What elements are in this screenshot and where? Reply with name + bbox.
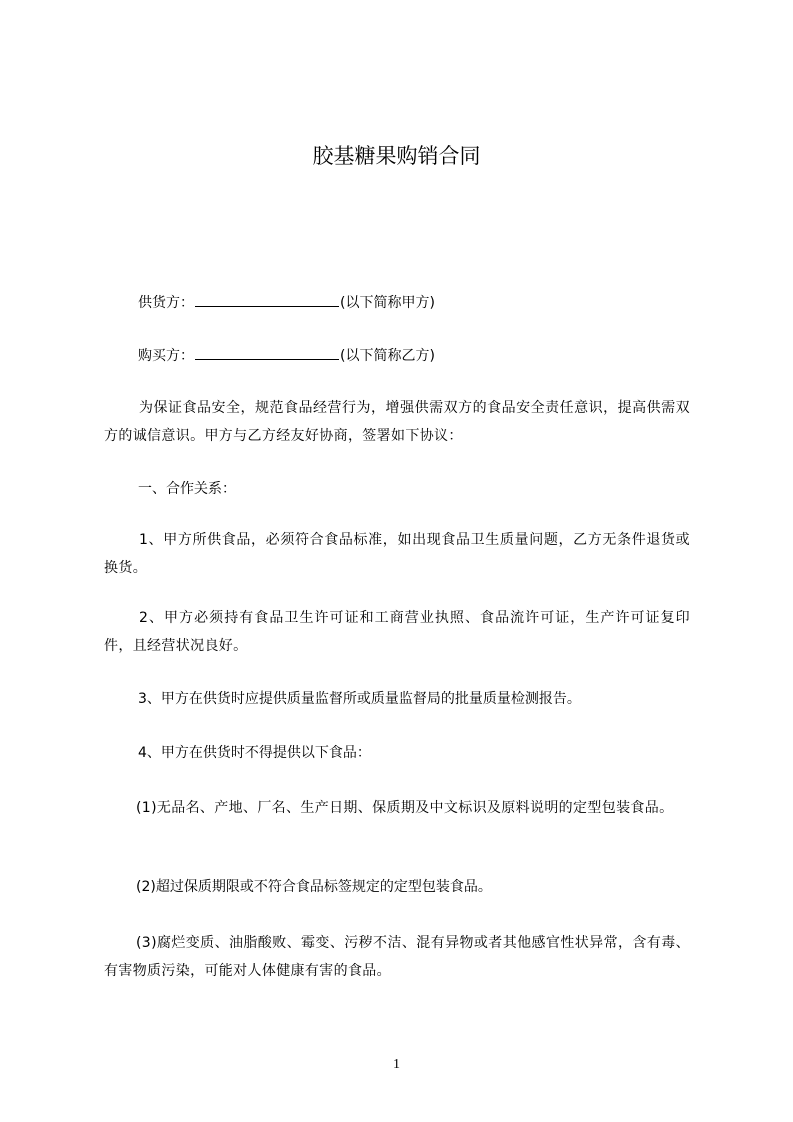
document-title: 胶基糖果购销合同 <box>312 144 481 168</box>
clause-1: 1、甲方所供食品，必须符合食品标准，如出现食品卫生质量问题，乙方无条件退货或换货。 <box>104 532 690 576</box>
supplier-blank <box>195 292 339 307</box>
supplier-label: 供货方： <box>138 295 194 311</box>
supplier-line <box>138 292 435 313</box>
page-number: 1 <box>393 1057 400 1072</box>
supplier-suffix: (以下简称甲方) <box>340 295 435 311</box>
section-heading-cooperation: 一、合作关系： <box>138 481 236 497</box>
buyer-line <box>138 345 435 366</box>
intro-paragraph: 为保证食品安全，规范食品经营行为，增强供需双方的食品安全责任意识，提高供需双方的诚信意识。甲方与乙方经友好协商，签署如下协议： <box>104 400 690 444</box>
clause-3: 3、甲方在供货时应提供质量监督所或质量监督局的批量质量检测报告。 <box>138 691 581 707</box>
buyer-label: 购买方： <box>138 348 194 364</box>
buyer-blank <box>195 345 339 360</box>
clause-4-item-3: (3)腐烂变质、油脂酸败、霉变、污秽不洁、混有异物或者其他感官性状异常，含有毒、有害物质污染，可能对人体健康有害的食品。 <box>104 935 690 979</box>
clause-4-item-1: (1)无品名、产地、厂名、生产日期、保质期及中文标识及原料说明的定型包装食品。 <box>136 800 674 816</box>
buyer-suffix: (以下简称乙方) <box>340 348 435 364</box>
clause-2: 2、甲方必须持有食品卫生许可证和工商营业执照、食品流许可证，生产许可证复印件，且经营状况良好。 <box>104 610 690 654</box>
clause-4: 4、甲方在供货时不得提供以下食品： <box>138 745 371 761</box>
clause-4-item-2: (2)超过保质期限或不符合食品标签规定的定型包装食品。 <box>136 879 492 895</box>
